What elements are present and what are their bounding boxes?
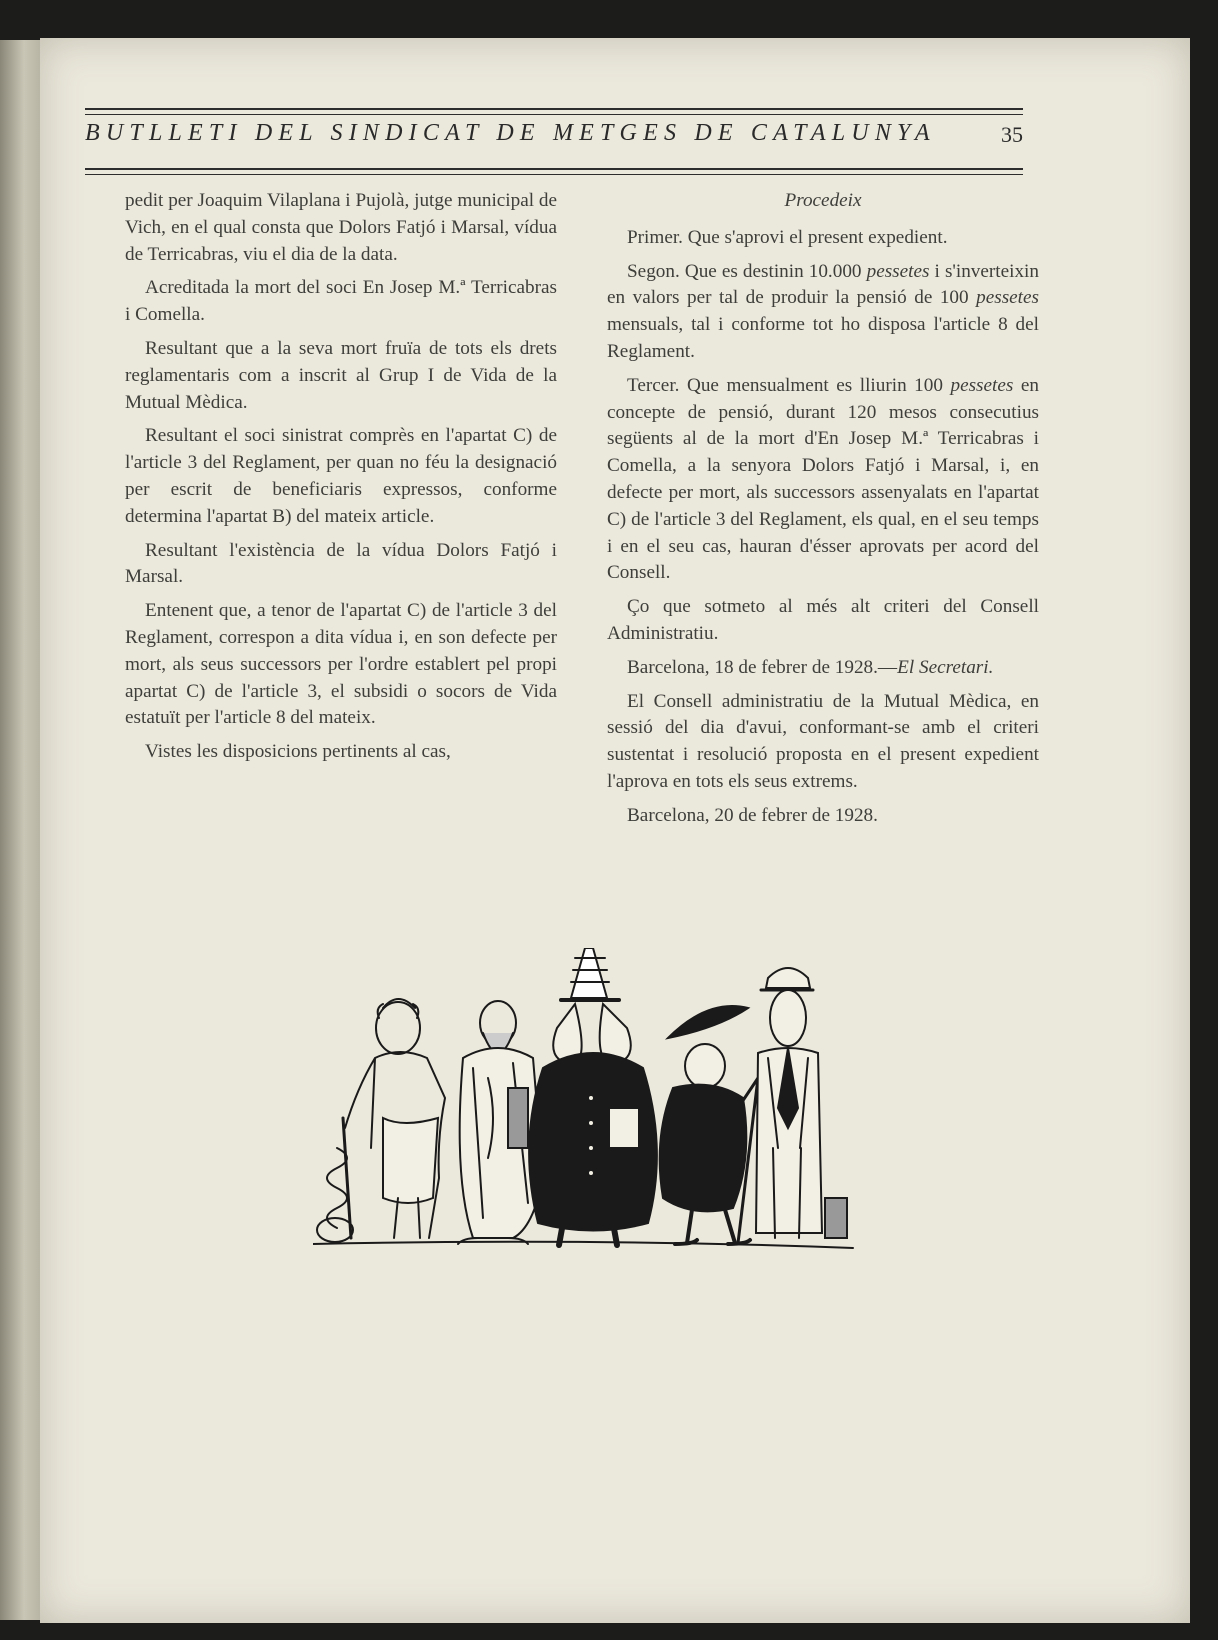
paragraph (607, 655, 1039, 682)
journal-title: BUTLLETI DEL SINDICAT DE METGES DE CATALUNYA (85, 120, 936, 146)
paragraph: Barcelona, 20 de febrer de 1928. (627, 804, 878, 826)
emphasis: pessetes (950, 374, 1014, 396)
paragraph: Entenent que, a tenor de l'apartat C) de l'article 3 del Reglament, correspon a dita vídua i, en son defecte per mort, als seus successors per l'ordre establert pel propi apartat C) de l'article 3, el subsidi o socors de Vida estatuït per l'article 8 del mateix. (125, 600, 557, 729)
header-rule (85, 168, 1023, 170)
header-rule (85, 114, 1023, 115)
running-header (85, 68, 1023, 158)
text-run: Tercer. Que mensualment es lliurin 100 (627, 374, 951, 396)
paragraph: Resultant que a la seva mort fruïa de tots els drets reglamentaris com a inscrit al Grup I de Vida de la Mutual Mèdica. (125, 337, 557, 413)
paragraph: pedit per Joaquim Vilaplana i Pujolà, jutge municipal de Vich, en el qual consta que Dolors Fatjó i Marsal, vídua de Terricabras, viu el dia de la data. (125, 190, 557, 265)
header-rule (85, 174, 1023, 175)
paragraph: Acreditada la mort del soci En Josep M.ª Terricabras i Comella. (125, 277, 557, 326)
paragraph (607, 373, 1039, 587)
text-run: mensuals, tal i conforme tot ho disposa l'article 8 del Reglament. (607, 314, 1039, 362)
ground-line (313, 1242, 853, 1248)
emphasis: pessetes (866, 260, 930, 282)
figure-modern-doctor (756, 968, 847, 1238)
text-run: Barcelona, 18 de febrer de 1928.— (627, 656, 898, 678)
right-column (607, 188, 1039, 837)
paragraph: Resultant l'existència de la vídua Dolors Fatjó i Marsal. (125, 539, 557, 588)
emphasis: El Secretari. (897, 656, 994, 678)
text-run: Segon. Que es destinin 10.000 (627, 260, 867, 282)
paragraph (607, 259, 1039, 366)
figure-aesculapius (317, 999, 445, 1242)
section-heading: Procedeix (784, 190, 862, 211)
paragraph: Vistes les disposicions pertinents al cas, (145, 741, 451, 763)
text-run: i s'inverteixin en valors per tal de produir la pensió de 100 (607, 260, 1039, 309)
text-run: en concepte de pensió, durant 120 mesos consecutius següents al de la mort d'En Josep M.ª Terricabras i Comella, a la senyora Dolors Fatjó i Marsal, i, en defecte per mort, als successors assenyalats en l'apartat C) de l'article 3 del Reglament, els qual, en el seu temps i en el seu cas, hauran d'ésser aprovats per acord del Consell. (607, 374, 1039, 584)
previous-page-edge (0, 40, 42, 1620)
paragraph: Resultant el soci sinistrat comprès en l'apartat C) de l'article 3 del Reglament, per quan no féu la designació per escrit de beneficiaris expressos, conforme determina l'apartat B) del mateix article. (125, 425, 557, 527)
paragraph: El Consell administratiu de la Mutual Mèdica, en sessió del dia d'avui, conformant-se amb el criteri sustentat i resolució proposta en el present expedient l'aprova en tots els seus extrems. (607, 690, 1039, 792)
paragraph: Primer. Que s'aprovi el present expedient. (627, 226, 948, 248)
caricature-illustration (313, 948, 878, 1263)
page-number: 35 (1001, 122, 1023, 147)
header-rule (85, 108, 1023, 110)
emphasis: pessetes (976, 287, 1039, 309)
left-column (125, 188, 557, 773)
paragraph: Ço que sotmeto al més alt criteri del Consell Administratiu. (607, 596, 1039, 644)
figure-robed-magistrate (529, 948, 657, 1245)
figure-tricorn-gentleman (660, 1006, 758, 1244)
